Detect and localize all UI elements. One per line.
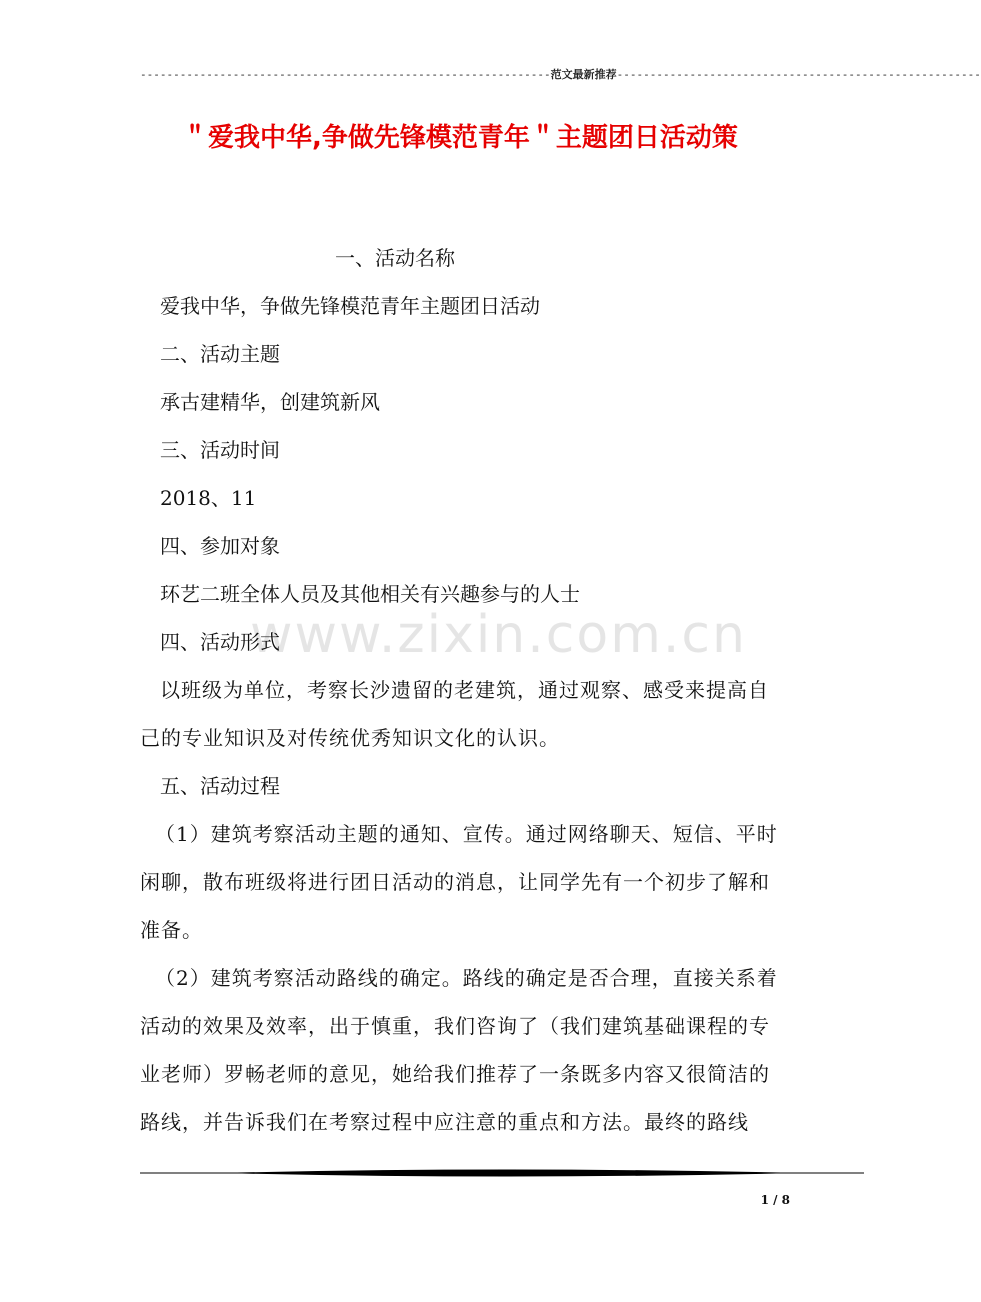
- watermark: www.zixin.com.cn: [250, 605, 747, 665]
- section-4b-heading: 四、活动形式: [160, 630, 280, 654]
- section-3-text: 2018、11: [160, 486, 257, 510]
- section-5-paragraph-1: （1）建筑考察活动主题的通知、宣传。通过网络聊天、短信、平时闲聊，散布班级将进行团日活动的消息，让同学先有一个初步了解和准备。: [140, 822, 778, 942]
- section-5-heading: 五、活动过程: [160, 774, 280, 798]
- document-title: ＂爱我中华,争做先锋模范青年＂主题团日活动策: [182, 123, 738, 153]
- page-number: 1 / 8: [760, 1193, 790, 1207]
- section-3-heading: 三、活动时间: [160, 438, 280, 462]
- header-dashes-left: --------------------------------------------------------------: [140, 68, 551, 81]
- header-dashes-right: -------------------------------------------------------: [616, 68, 981, 81]
- page-header: [140, 68, 981, 82]
- footer-rule-thick-stroke: [220, 1170, 800, 1177]
- section-2-text: 承古建精华，创建筑新风: [160, 390, 380, 414]
- section-1-heading: 一、活动名称: [335, 246, 455, 270]
- section-4-text: 环艺二班全体人员及其他相关有兴趣参与的人士: [160, 582, 580, 606]
- section-2-heading: 二、活动主题: [160, 342, 280, 366]
- section-5-paragraph-2: （2）建筑考察活动路线的确定。路线的确定是否合理，直接关系着活动的效果及效率，出于慎重，我们咨询了（我们建筑基础课程的专业老师）罗畅老师的意见，她给我们推荐了一条既多内容又很简洁的路线，并告诉我们在考察过程中应注意的重点和方法。最终的路线: [140, 966, 778, 1134]
- section-1-text: 爱我中华，争做先锋模范青年主题团日活动: [160, 294, 540, 318]
- section-4-heading: 四、参加对象: [160, 534, 280, 558]
- section-4b-text: 以班级为单位，考察长沙遗留的老建筑，通过观察、感受来提高自己的专业知识及对传统优秀知识文化的认识。: [140, 678, 769, 750]
- header-label: 范文最新推荐: [550, 68, 617, 81]
- footer-rule: [140, 1166, 864, 1180]
